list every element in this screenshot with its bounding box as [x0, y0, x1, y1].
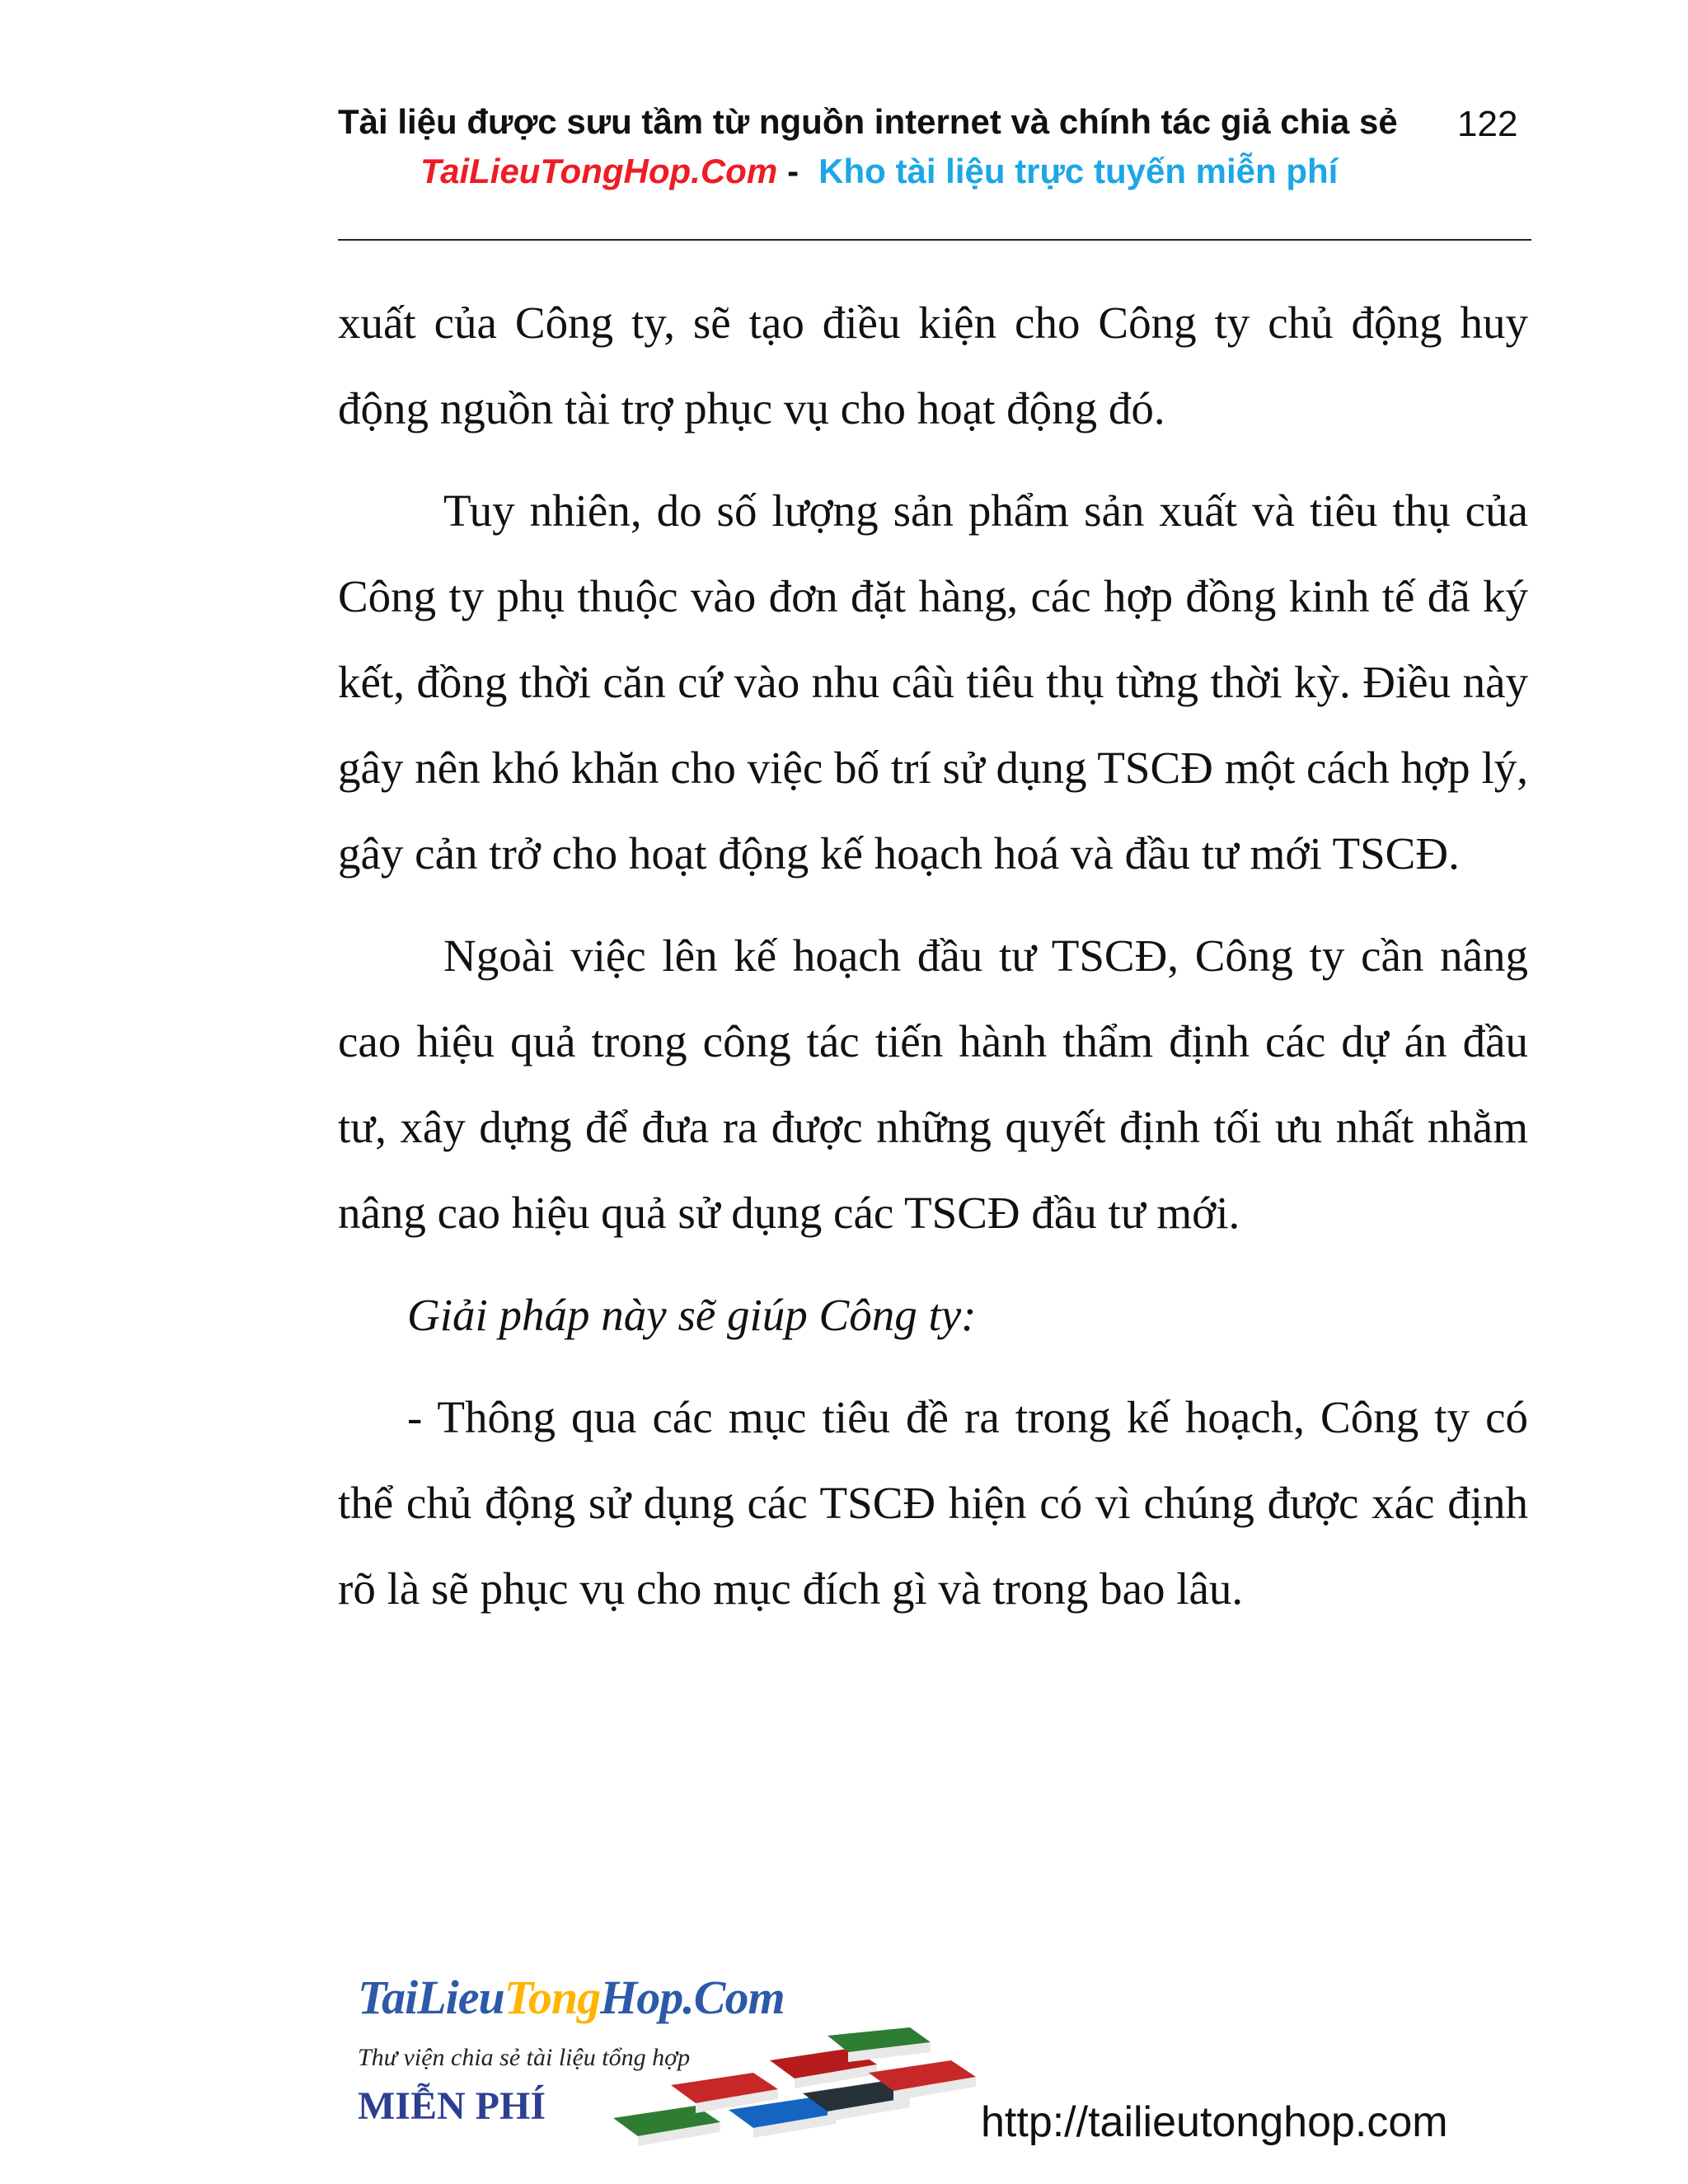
- books-stack-icon: [597, 2027, 984, 2159]
- logo-wordmark-part3: Hop.Com: [600, 1971, 785, 2024]
- document-body: [338, 280, 1528, 1648]
- logo-free-label: MIỄN PHÍ: [358, 2084, 546, 2128]
- paragraph-3: Ngoài việc lên kế hoạch đầu tư TSCĐ, Công ty cần nâng cao hiệu quả trong công tác tiến hành thẩm định các dự án đầu tư, xây dựng để đưa ra được những quyết định tối ưu nhất nhằm nâng cao hiệu quả sử dụng các TSCĐ đầu tư mới.: [338, 930, 1528, 1238]
- logo-wordmark: [358, 1970, 785, 2025]
- paragraph-5-bullet: - Thông qua các mục tiêu đề ra trong kế hoạch, Công ty có thể chủ động sử dụng các TSCĐ hiện có vì chúng được xác định rõ là sẽ phục vụ cho mục đích gì và trong bao lâu.: [338, 1392, 1528, 1614]
- book-icon: [613, 2106, 720, 2146]
- footer-url-link[interactable]: http://tailieutonghop.com: [981, 2098, 1448, 2146]
- header-source-note: [338, 97, 1531, 147]
- page-number: 122: [1457, 104, 1518, 144]
- header-source-text: Tài liệu được sưu tầm từ nguồn internet và chính tác giả chia sẻ: [338, 102, 1398, 141]
- header-site-name[interactable]: TaiLieuTongHop.Com: [420, 152, 778, 190]
- header-site-line: [338, 147, 1531, 196]
- page-header: [338, 97, 1531, 196]
- logo-tagline: Thư viện chia sẻ tài liệu tổng hợp: [358, 2044, 691, 2071]
- paragraph-1: xuất của Công ty, sẽ tạo điều kiện cho Công ty chủ động huy động nguồn tài trợ phục vụ cho hoạt động đó.: [338, 298, 1528, 434]
- header-tagline: Kho tài liệu trực tuyến miễn phí: [818, 152, 1339, 190]
- header-divider: [338, 239, 1531, 241]
- paragraph-2: Tuy nhiên, do số lượng sản phẩm sản xuất và tiêu thụ của Công ty phụ thuộc vào đơn đặt hàng, các hợp đồng kinh tế đã ký kết, đồng thời căn cứ vào nhu câù tiêu thụ từng thời kỳ. Điều này gây nên khó khăn cho việc bố trí sử dụng TSCĐ một cách hợp lý, gây cản trở cho hoạt động kế hoạch hoá và đầu tư mới TSCĐ.: [338, 485, 1528, 879]
- footer-logo[interactable]: [349, 1970, 976, 2159]
- paragraph-4-italic-heading: Giải pháp này sẽ giúp Công ty:: [407, 1290, 977, 1340]
- logo-wordmark-part2: Tong: [504, 1971, 601, 2024]
- header-separator: -: [787, 152, 799, 190]
- logo-wordmark-part1: TaiLieu: [358, 1971, 504, 2024]
